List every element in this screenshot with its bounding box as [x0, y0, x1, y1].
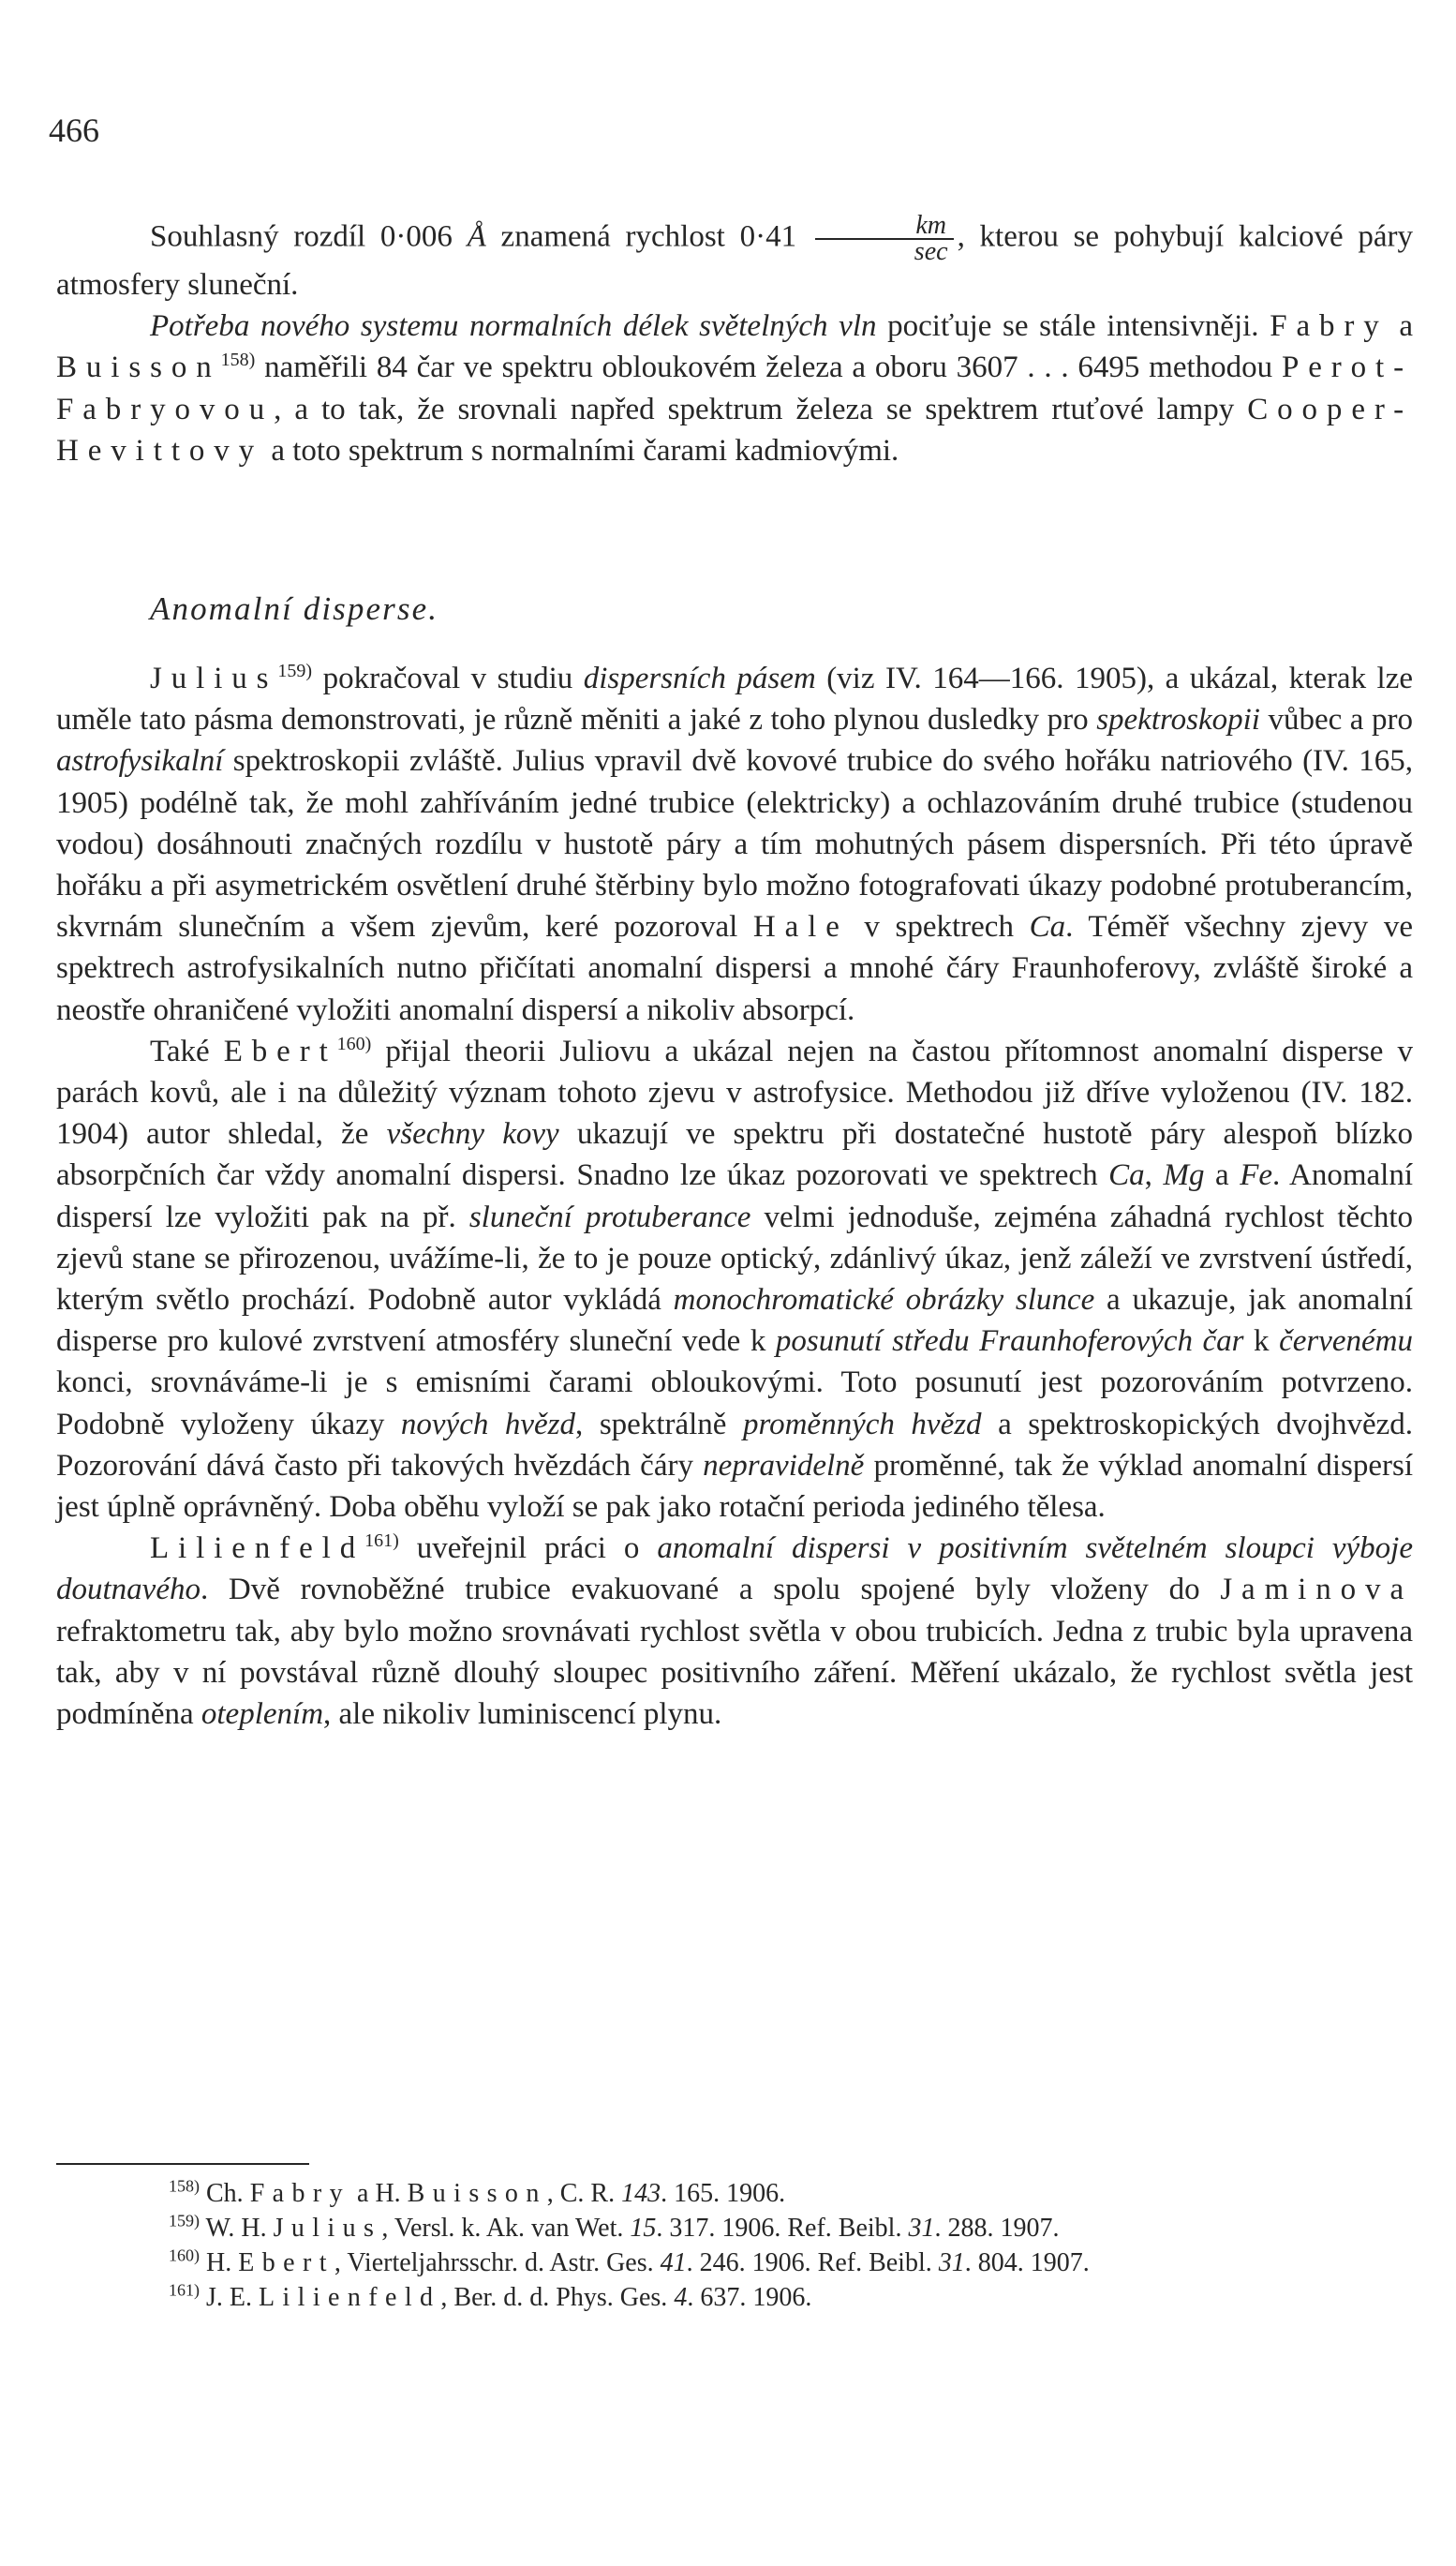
main-text — [56, 658, 1413, 1735]
footnote-ref[interactable]: 158) — [220, 350, 256, 371]
footnotes — [56, 2176, 1413, 2315]
footnote-divider — [56, 2163, 309, 2165]
paragraph-wavelengths: Potřeba nového systemu normalních délek světelných vln pociťuje se stále intensivněji. Fabry a Buisson$^{158)}$ naměřili 84 čar ve spektru obloukovém železa a oboru 3607 . . . 6495 methodou Perot-Fabryovou, a to tak, že srovnali napřed spektrum železa se spektrem rtuťové lampy Cooper-Hevittovy a toto spektrum s normalními čarami kadmiovými. — [56, 309, 1413, 468]
lambda-symbol: Å — [467, 219, 486, 254]
footnote-ref[interactable]: 160) — [336, 1033, 372, 1054]
paragraph-calcium: Souhlasný rozdíl 0·006 Å znamená rychlost 0·41 $\frac{km}{\sec}$ , kterou se pohybují kalciové páry atmosfery sluneční. — [56, 211, 1413, 302]
velocity-fraction — [815, 211, 954, 266]
footnote-160: $^{160)}$ H. Ebert, Vierteljahrsschr. d. Astr. Ges. 41. 246. 1906. Ref. Beibl. 31. 804. 1907. — [169, 2245, 1090, 2277]
fraction-denominator: sec — [914, 237, 948, 266]
page-number: 466 — [49, 112, 99, 149]
paragraph-julius: Julius$^{159)}$ pokračoval v studiu dispersních pásem (viz IV. 164—166. 1905), a ukázal, kterak lze uměle tato pásma demonstrovati, je různě měniti a jaké z toho plynou dusledky pro spektroskopii vůbec a pro astrofysikalní spektroskopii zvláště. Julius vpravil dvě kovové trubice do svého hořáku natriového (IV. 165, 1905) podélně tak, že mohl zahříváním jedné trubice (elektricky) a ochlazováním druhé trubice (studenou vodou) dosáhnouti značných rozdílu v hustotě páry a tím mohutných pásem dispersních. Při této úpravě hořáku a při asymetrickém osvětlení druhé štěrbiny bylo možno fotografovati úkazy podobné protuberancím, skvrnám slunečním a všem zjevům, keré pozoroval Hale v spektrech Ca. Téměř všechny zjevy ve spektrech astrofysikalních nutno přičítati anomalní dispersi a mnohé čáry Fraunhoferovy, zvláště široké a neostře ohraničené vyložiti anomalní dispersí a nikoliv absorpcí. — [56, 661, 1414, 1027]
footnote-158: $^{158)}$ Ch. Fabry a H. Buisson, C. R. 143. 165. 1906. — [169, 2176, 786, 2208]
section-heading: Anomalní disperse. — [150, 590, 439, 627]
fraction-numerator: km — [815, 214, 954, 240]
footnote-159: $^{159)}$ W. H. Julius, Versl. k. Ak. van Wet. 15. 317. 1906. Ref. Beibl. 31. 288. 1907. — [169, 2211, 1060, 2243]
paragraph-lilienfeld: Lilienfeld$^{161)}$ uveřejnil práci o anomalní dispersi v positivním světelném sloupci výboje doutnavého. Dvě rovnoběžné trubice evakuované a spolu spojené byly vloženy do Jaminova refraktometru tak, aby bylo možno srovnávati rychlost světla v obou trubicích. Jedna z trubic byla upravena tak, aby v ní povstával různě dlouhý sloupec positivního záření. Měření ukázalo, že rychlost světla jest podmíněna oteplením, ale nikoliv luminiscencí plynu. — [56, 1530, 1413, 1732]
footnote-161: $^{161)}$ J. E. Lilienfeld, Ber. d. d. Phys. Ges. 4. 637. 1906. — [169, 2280, 812, 2312]
paragraph-ebert: Také Ebert$^{160)}$ přijal theorii Juliovu a ukázal nejen na častou přítomnost anomalní disperse v parách kovů, ale i na důležitý význam tohoto zjevu v astrofysice. Methodou již dříve vyloženou (IV. 182. 1904) autor shledal, že všechny kovy ukazují ve spektru při dostatečné hustotě páry alespoň blízko absorpčních čar vždy anomalní dispersi. Snadno lze úkaz pozorovati ve spektrech Ca, Mg a Fe. Anomalní dispersí lze vyložiti pak na př. sluneční protuberance velmi jednoduše, zejména záhadná rychlost těchto zjevů stane se přirozenou, uvážíme-li, že to je pouze optický, zdánlivý úkaz, jenž záleží ve zvrstvení ústředí, kterým světlo prochází. Podobně autor vykládá monochromatické obrázky slunce a ukazuje, jak anomalní disperse pro kulové zvrstvení atmosféry sluneční vede k posunutí středu Fraunhoferových čar k červenému konci, srovnáváme-li je s emisními čarami obloukovými. Toto posunutí jest pozorováním potvrzeno. Podobně vyloženy úkazy nových hvězd, spektrálně proměnných hvězd a spektroskopických dvojhvězd. Pozorování dává často při takových hvězdách čáry nepravidelně proměnné, tak že výklad anomalní dispersí jest úplně oprávněný. Doba oběhu vyloží se pak jako rotační perioda jediného tělesa. — [56, 1033, 1414, 1525]
footnote-ref[interactable]: 159) — [277, 661, 313, 681]
footnote-ref[interactable]: 161) — [364, 1530, 399, 1552]
intro-text — [56, 211, 1413, 471]
